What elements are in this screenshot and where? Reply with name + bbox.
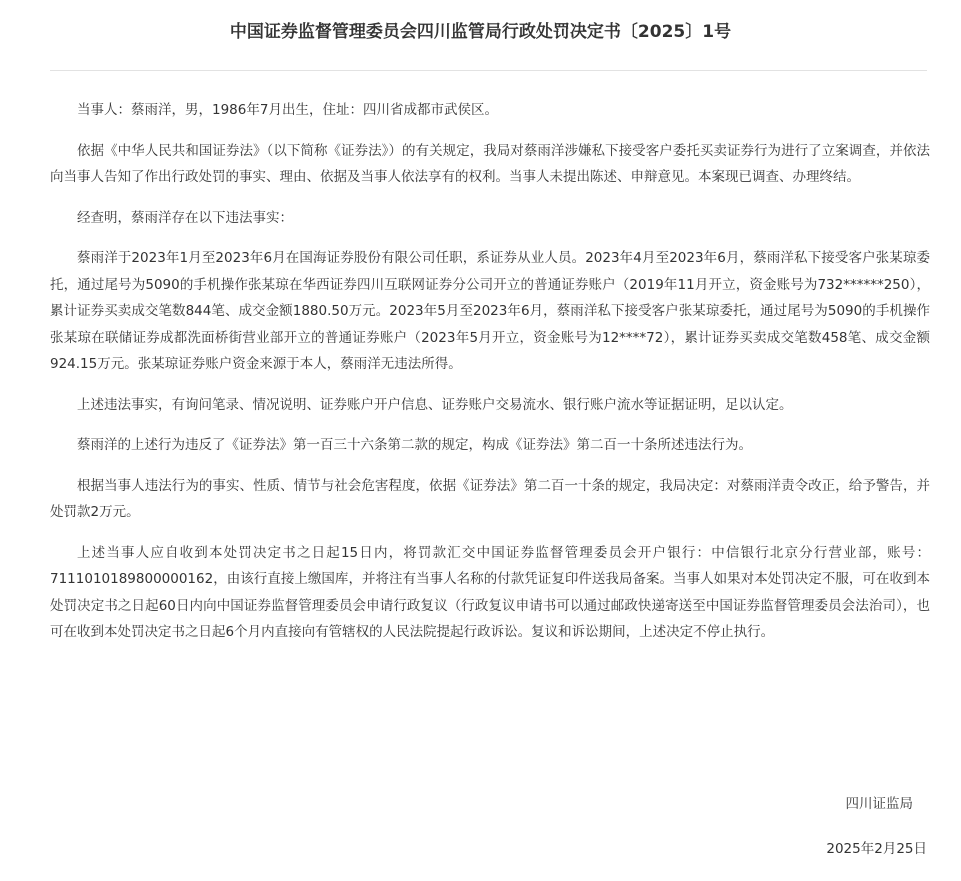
page-title: 中国证券监督管理委员会四川监管局行政处罚决定书〔2025〕1号: [229, 22, 732, 42]
document-body: [50, 97, 930, 660]
issuing-authority: 四川证监局: [845, 796, 913, 812]
facts-paragraph: 蔡雨洋于2023年1月至2023年6月在国海证券股份有限公司任职，系证券从业人员。2023年4月至2023年6月，蔡雨洋私下接受客户张某琼委托，通过尾号为5090的手机操作张某琼在华西证券四川互联网证券分公司开立的普通证券账户（2019年11月开立，资金账号为732******250），累计证券买卖成交笔数844笔、成交金额1880.50万元。2023年5月至2023年6月，蔡雨洋私下接受客户张某琼委托，通过尾号为5090的手机操作张某琼在联储证券成都洗面桥街营业部开立的普通证券账户（2023年5月开立，资金账号为12****72），累计证券买卖成交笔数458笔、成交金额924.15万元。张某琼证券账户资金来源于本人，蔡雨洋无违法所得。: [50, 250, 930, 372]
evidence-paragraph: 上述违法事实，有询问笔录、情况说明、证券账户开户信息、证券账户交易流水、银行账户流水等证据证明，足以认定。: [77, 396, 793, 413]
issue-date: 2025年2月25日: [826, 841, 927, 857]
violation-paragraph: 蔡雨洋的上述行为违反了《证券法》第一百三十六条第二款的规定，构成《证券法》第二百一十条所述违法行为。: [77, 437, 752, 453]
party-paragraph: 当事人：蔡雨洋，男，1986年7月出生，住址：四川省成都市武侯区。: [77, 102, 498, 118]
findings-intro-paragraph: 经查明，蔡雨洋存在以下违法事实：: [77, 209, 293, 226]
decision-paragraph: 根据当事人违法行为的事实、性质、情节与社会危害程度，依据《证券法》第二百一十条的规定，我局决定：对蔡雨洋责令改正，给予警告，并处罚款2万元。: [50, 477, 930, 520]
basis-paragraph: 依据《中华人民共和国证券法》（以下简称《证券法》）的有关规定，我局对蔡雨洋涉嫌私下接受客户委托买卖证券行为进行了立案调查，并依法向当事人告知了作出行政处罚的事实、理由、依据及当事人依法享有的权利。当事人未提出陈述、申辩意见。本案现已调查、办理终结。: [50, 142, 930, 185]
title-divider: [50, 70, 927, 71]
payment-appeal-paragraph: 上述当事人应自收到本处罚决定书之日起15日内，将罚款汇交中国证券监督管理委员会开户银行：中信银行北京分行营业部，账号：7111010189800000162，由该行直接上缴国库，并将注有当事人名称的付款凭证复印件送我局备案。当事人如果对本处罚决定不服，可在收到本处罚决定书之日起60日内向中国证券监督管理委员会申请行政复议（行政复议申请书可以通过邮政快递寄送至中国证券监督管理委员会法治司），也可在收到本处罚决定书之日起6个月内直接向有管辖权的人民法院提起行政诉讼。复议和诉讼期间，上述决定不停止执行。: [50, 544, 930, 640]
